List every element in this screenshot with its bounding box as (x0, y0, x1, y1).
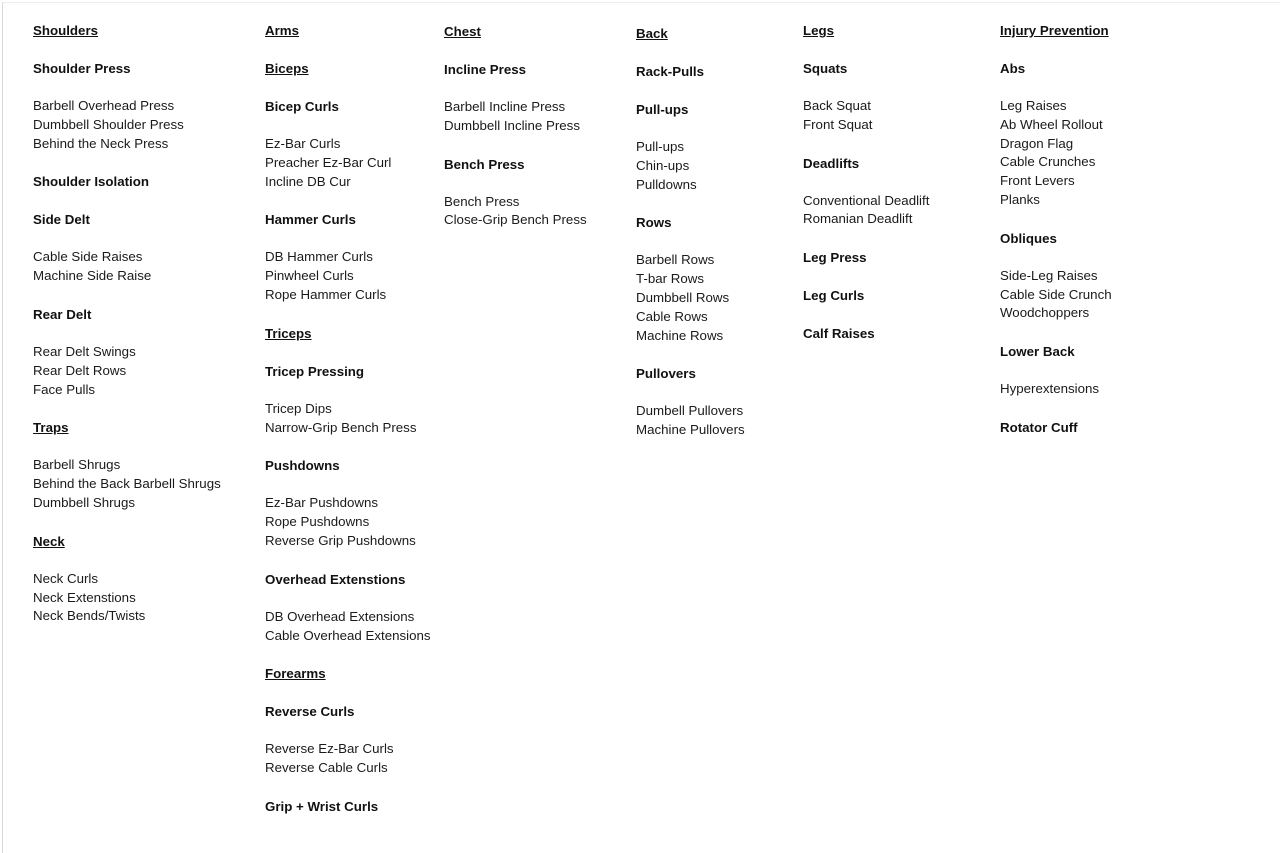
exercise-item: DB Hammer Curls (265, 249, 373, 265)
category-heading: Biceps (265, 61, 309, 76)
exercise-item: Planks (1000, 191, 1040, 207)
exercise-item: Front Squat (803, 116, 873, 132)
subcategory-heading: Calf Raises (803, 326, 875, 342)
exercise-list (444, 193, 587, 231)
exercise-list (1000, 267, 1112, 323)
exercise-item: Pulldowns (636, 176, 697, 192)
exercise-item: Ez-Bar Pushdowns (265, 495, 379, 511)
exercise-item: Front Levers (1000, 173, 1075, 189)
exercise-list (33, 570, 221, 626)
subcategory-heading: Obliques (1000, 230, 1057, 246)
category-heading: Traps (33, 420, 69, 436)
exercise-item: Close-Grip Bench Press (444, 212, 587, 228)
category-heading: Back (636, 26, 668, 41)
exercise-item: Narrow-Grip Bench Press (265, 419, 417, 435)
subcategory-heading: Pullovers (636, 366, 696, 382)
subcategory-heading: Squats (803, 61, 848, 76)
exercise-item: Rope Pushdowns (265, 514, 370, 530)
column-injury-prevention (1000, 21, 1112, 456)
exercise-list (636, 138, 745, 194)
exercise-item: Preacher Ez-Bar Curl (265, 154, 392, 170)
exercise-list (1000, 380, 1112, 399)
subcategory-heading: Rear Delt (33, 306, 92, 322)
exercise-item: Barbell Incline Press (444, 99, 566, 114)
exercise-item: Reverse Grip Pushdowns (265, 532, 416, 548)
exercise-item: Machine Side Raise (33, 268, 152, 284)
subcategory-heading: Deadlifts (803, 155, 860, 171)
exercise-item: T-bar Rows (636, 271, 704, 287)
category-heading: Injury Prevention (1000, 23, 1109, 38)
exercise-list (265, 400, 431, 438)
subcategory-heading: Overhead Extenstions (265, 571, 406, 587)
subcategory-heading: Leg Curls (803, 288, 865, 304)
exercise-item: Pull-ups (636, 139, 685, 154)
exercise-list (265, 248, 431, 304)
exercise-item: Neck Extenstions (33, 589, 136, 605)
document-page (2, 2, 1280, 853)
column-back (636, 24, 745, 459)
exercise-item: Barbell Rows (636, 252, 715, 268)
exercise-list (33, 248, 221, 286)
column-chest (444, 22, 587, 249)
exercise-item: Hyperextensions (1000, 381, 1100, 397)
category-heading: Triceps (265, 325, 312, 341)
exercise-list (636, 251, 745, 345)
exercise-item: Neck Bends/Twists (33, 608, 146, 624)
exercise-item: Dumbbell Shrugs (33, 494, 135, 510)
exercise-item: Behind the Back Barbell Shrugs (33, 476, 221, 492)
subcategory-heading: Rows (636, 215, 672, 231)
subcategory-heading: Hammer Curls (265, 212, 356, 228)
exercise-item: Dumbell Pullovers (636, 403, 744, 419)
exercise-item: DB Overhead Extensions (265, 608, 415, 624)
subcategory-heading: Reverse Curls (265, 704, 355, 720)
exercise-list (803, 192, 929, 230)
subcategory-heading: Leg Press (803, 250, 867, 266)
exercise-item: Ez-Bar Curls (265, 136, 341, 151)
exercise-item: Cable Overhead Extensions (265, 627, 431, 643)
exercise-item: Chin-ups (636, 157, 690, 173)
subcategory-heading: Rotator Cuff (1000, 419, 1078, 435)
exercise-list (444, 98, 587, 136)
exercise-list (265, 608, 431, 646)
category-heading: Neck (33, 533, 65, 549)
exercise-item: Reverse Ez-Bar Curls (265, 741, 394, 757)
exercise-item: Ab Wheel Rollout (1000, 116, 1103, 132)
subcategory-heading: Abs (1000, 61, 1026, 76)
exercise-item: Dragon Flag (1000, 135, 1074, 151)
exercise-item: Bench Press (444, 193, 520, 209)
exercise-list (803, 97, 929, 135)
exercise-item: Cable Side Crunch (1000, 286, 1112, 302)
exercise-item: Rear Delt Swings (33, 343, 136, 359)
subcategory-heading: Grip + Wrist Curls (265, 798, 379, 814)
exercise-item: Face Pulls (33, 381, 96, 397)
exercise-item: Dumbbell Incline Press (444, 117, 580, 133)
exercise-list (265, 494, 431, 550)
exercise-item: Cable Rows (636, 308, 708, 324)
exercise-item: Dumbbell Shoulder Press (33, 116, 184, 132)
column-arms (265, 21, 431, 835)
subcategory-heading: Shoulder Isolation (33, 174, 149, 190)
exercise-item: Barbell Shrugs (33, 457, 121, 473)
category-heading: Shoulders (33, 23, 99, 38)
subcategory-heading: Lower Back (1000, 344, 1075, 360)
category-heading: Chest (444, 24, 481, 39)
exercise-list (33, 343, 221, 399)
category-heading: Forearms (265, 666, 326, 682)
exercise-item: Rope Hammer Curls (265, 286, 387, 302)
subcategory-heading: Incline Press (444, 62, 527, 77)
subcategory-heading: Shoulder Press (33, 61, 131, 76)
exercise-item: Back Squat (803, 98, 872, 113)
exercise-item: Behind the Neck Press (33, 135, 169, 151)
exercise-item: Pinwheel Curls (265, 268, 354, 284)
exercise-list (1000, 97, 1112, 210)
exercise-item: Barbell Overhead Press (33, 98, 175, 113)
exercise-item: Neck Curls (33, 570, 99, 586)
exercise-list (636, 402, 745, 440)
exercise-item: Leg Raises (1000, 98, 1067, 113)
exercise-item: Woodchoppers (1000, 305, 1090, 321)
exercise-item: Reverse Cable Curls (265, 760, 388, 776)
exercise-list (33, 456, 221, 512)
exercise-item: Tricep Dips (265, 400, 332, 416)
exercise-item: Dumbbell Rows (636, 289, 730, 305)
subcategory-heading: Bench Press (444, 156, 525, 172)
exercise-list (265, 135, 431, 191)
exercise-item: Machine Pullovers (636, 422, 745, 438)
column-legs (803, 21, 929, 362)
exercise-item: Cable Side Raises (33, 249, 143, 265)
subcategory-heading: Rack-Pulls (636, 64, 704, 79)
category-heading: Arms (265, 23, 299, 38)
category-heading: Legs (803, 23, 835, 38)
exercise-list (33, 97, 221, 153)
subcategory-heading: Bicep Curls (265, 99, 339, 114)
exercise-item: Side-Leg Raises (1000, 267, 1098, 283)
column-shoulders (33, 21, 221, 645)
exercise-item: Machine Rows (636, 327, 724, 343)
exercise-item: Cable Crunches (1000, 154, 1096, 170)
subcategory-heading: Pushdowns (265, 458, 340, 474)
exercise-item: Romanian Deadlift (803, 211, 913, 227)
subcategory-heading: Pull-ups (636, 102, 689, 117)
subcategory-heading: Tricep Pressing (265, 363, 365, 379)
exercise-item: Incline DB Cur (265, 173, 351, 189)
exercise-item: Rear Delt Rows (33, 362, 127, 378)
exercise-item: Conventional Deadlift (803, 192, 930, 208)
exercise-list (265, 740, 431, 778)
subcategory-heading: Side Delt (33, 212, 90, 228)
